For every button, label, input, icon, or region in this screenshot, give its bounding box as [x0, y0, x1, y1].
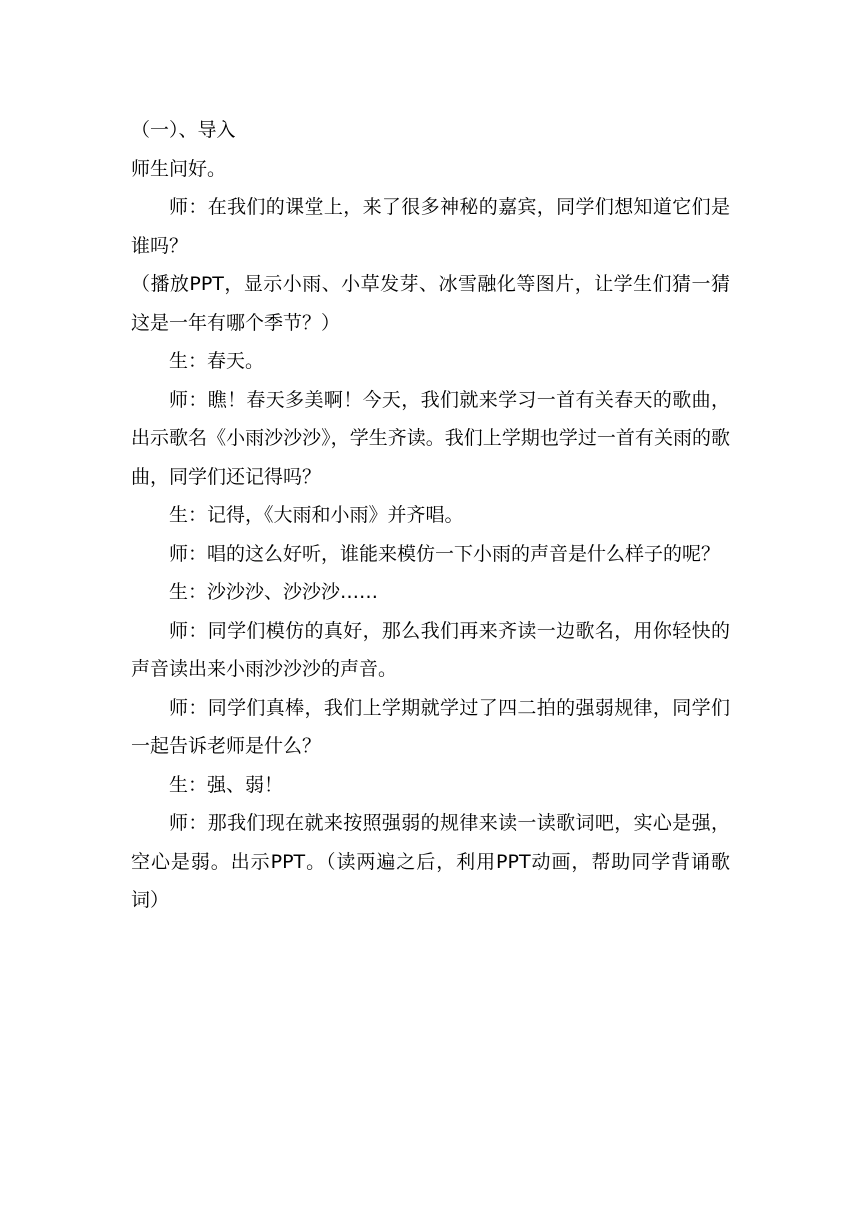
paragraph-greeting: 师生问好。: [131, 157, 227, 180]
paragraph-teacher-read-title: 师：同学们模仿的真好，那么我们再来齐读一边歌名，用你轻快的声音读出来小雨沙沙沙的声音。: [131, 619, 730, 680]
paragraph-teacher-imitate: 师：唱的这么好听，谁能来模仿一下小雨的声音是什么样子的呢？: [169, 542, 721, 565]
paragraph-teacher-guests: 师：在我们的课堂上，来了很多神秘的嘉宾，同学们想知道它们是谁吗？: [131, 196, 730, 257]
paragraph-teacher-song-title: 师：瞧！春天多美啊！今天，我们就来学习一首有关春天的歌曲，出示歌名《小雨沙沙沙》，学生齐读。我们上学期也学过一首有关雨的歌曲，同学们还记得吗？: [131, 388, 730, 488]
section-heading: （一）、导入: [131, 119, 236, 141]
paragraph-student-sound: 生：沙沙沙、沙沙沙……: [169, 581, 379, 603]
paragraph-student-spring: 生：春天。: [169, 350, 265, 372]
paragraph-ppt-note: （播放PPT，显示小雨、小草发芽、冰雪融化等图片，让学生们猜一猜这是一年有哪个季节？）: [131, 273, 730, 334]
paragraph-teacher-lyrics: 师：那我们现在就来按照强弱的规律来读一读歌词吧，实心是强，空心是弱。出示PPT。（读两遍之后，利用PPT动画，帮助同学背诵歌词）: [131, 812, 730, 911]
paragraph-teacher-rhythm: 师：同学们真棒，我们上学期就学过了四二拍的强弱规律，同学们一起告诉老师是什么？: [131, 696, 730, 757]
document-body: [131, 111, 730, 920]
paragraph-student-remember: 生：记得，《大雨和小雨》并齐唱。: [169, 504, 464, 526]
paragraph-student-strong-weak: 生：强、弱！: [169, 773, 284, 796]
